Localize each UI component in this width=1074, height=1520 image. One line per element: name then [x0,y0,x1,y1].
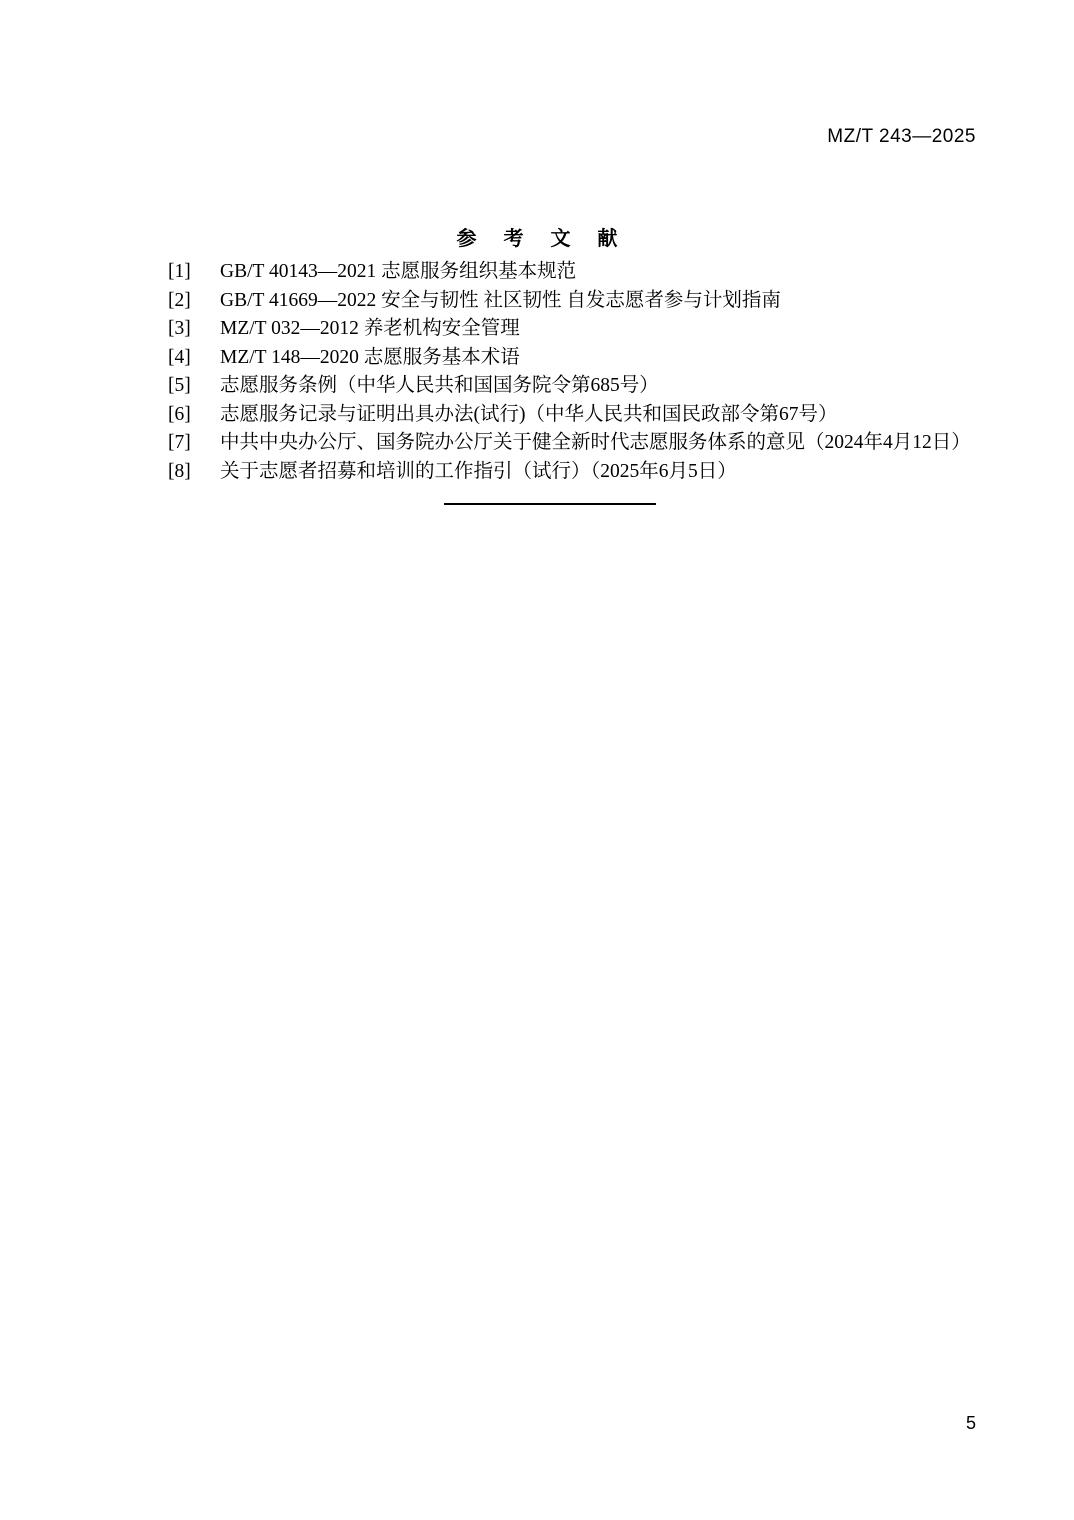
reference-text: MZ/T 032—2012 养老机构安全管理 [220,318,520,339]
list-item [168,315,1018,344]
list-item [168,344,1018,373]
reference-text: GB/T 40143—2021 志愿服务组织基本规范 [220,261,577,282]
reference-text: 中共中央办公厅、国务院办公厅关于健全新时代志愿服务体系的意见（2024年4月12日） [220,432,971,453]
list-item [168,401,1018,430]
reference-text: MZ/T 148—2020 志愿服务基本术语 [220,346,520,368]
reference-text: 志愿服务记录与证明出具办法(试行)（中华人民共和国民政部令第67号） [220,403,838,425]
reference-number: [6] [168,403,191,425]
reference-list [168,258,1018,486]
reference-number: [7] [168,432,191,453]
list-item [168,372,1018,401]
header-standard-code: MZ/T 243—2025 [827,126,976,147]
list-item [168,458,1018,487]
list-item [168,258,1018,287]
reference-number: [5] [168,375,191,396]
reference-number: [3] [168,318,191,339]
list-item [168,429,1018,458]
page-title: 参 考 文 献 [456,226,628,250]
list-item [168,287,1018,316]
reference-number: [2] [168,289,191,311]
reference-number: [8] [168,460,191,482]
reference-number: [1] [168,261,191,282]
reference-number: [4] [168,346,191,368]
reference-text: 关于志愿者招募和培训的工作指引（试行）（2025年6月5日） [220,460,737,482]
reference-text: 志愿服务条例（中华人民共和国国务院令第685号） [220,375,659,396]
page-number: 5 [965,1413,976,1433]
end-of-document-rule [444,503,656,505]
reference-text: GB/T 41669—2022 安全与韧性 社区韧性 自发志愿者参与计划指南 [220,289,781,311]
